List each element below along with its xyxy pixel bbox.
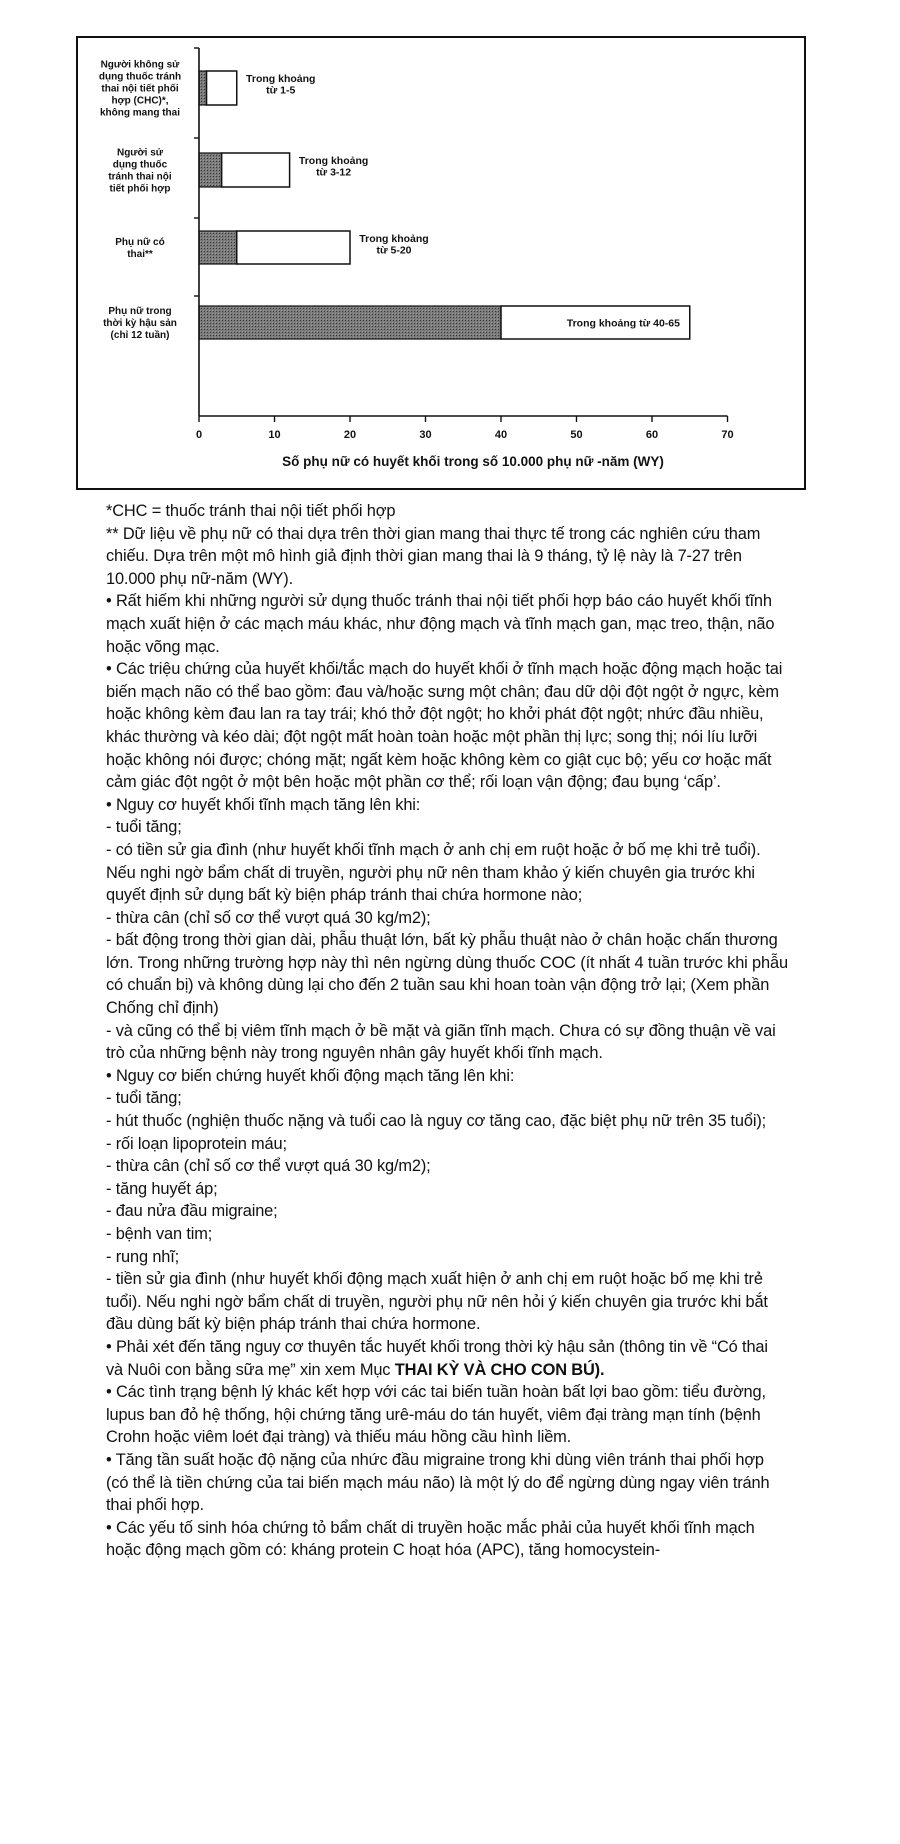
text-paragraph: • Nguy cơ biến chứng huyết khối động mạch tăng lên khi:	[106, 1066, 515, 1085]
section-reference: THAI KỲ VÀ CHO CON BÚ).	[394, 1360, 605, 1379]
bar-range-segment	[237, 231, 350, 264]
bar-value-label: Trong khoảng từ 5-20	[359, 233, 429, 257]
text-paragraph: • Các yếu tố sinh hóa chứng tỏ bẩm chất di truyền hoặc mắc phải của huyết khối tĩnh mạch hoặc động mạch gồm có: kháng protein C hoạt hóa (APC), tăng homocystein-	[106, 1518, 755, 1560]
x-tick-label: 20	[343, 429, 357, 441]
text-paragraph: - bệnh van tim;	[106, 1225, 213, 1243]
text-paragraph: - và cũng có thể bị viêm tĩnh mạch ở bề mặt và giãn tĩnh mạch. Chưa có sự đồng thuận về vai trò của những bệnh này trong nguyên nhân gây huyết khối tĩnh mạch.	[106, 1021, 776, 1063]
text-paragraph: - thừa cân (chỉ số cơ thể vượt quá 30 kg/m2);	[106, 908, 431, 927]
text-paragraph: - bất động trong thời gian dài, phẫu thuật lớn, bất kỳ phẫu thuật nào ở chân hoặc chấn thương lớn. Trong những trường hợp này thì nên ngừng dùng thuốc COC (ít nhất 4 tuần trước khi phẫu có chuẩn bị) và không dùng lại cho đến 2 tuần sau khi hoan toàn vận động trở lại; (Xem phần Chống chỉ định)	[106, 931, 788, 1018]
bar-low-segment	[199, 153, 222, 187]
text-paragraph: - thừa cân (chỉ số cơ thể vượt quá 30 kg/m2);	[106, 1157, 431, 1176]
category-label: Phụ nữ trong thời kỳ hậu sản (chỉ 12 tuần)	[103, 306, 177, 341]
text-paragraph: - rung nhĩ;	[106, 1247, 180, 1266]
text-paragraph: - rối loạn lipoprotein máu;	[106, 1134, 287, 1153]
text-paragraph	[106, 1336, 788, 1381]
bar-value-label: Trong khoảng từ 1-5	[246, 73, 316, 97]
x-tick-label: 70	[721, 429, 734, 441]
bar-low-segment	[199, 306, 501, 339]
text-paragraph: - có tiền sử gia đình (như huyết khối tĩnh mạch ở anh chị em ruột hoặc ở bố mẹ khi trẻ tuổi). Nếu nghi ngờ bẩm chất di truyền, người phụ nữ nên tham khảo ý kiến chuyên gia trước khi quyết định sử dụng bất kỳ biện pháp tránh thai chứa hormone nào;	[106, 840, 761, 905]
text-paragraph: - tăng huyết áp;	[106, 1179, 218, 1198]
chart-frame	[76, 36, 806, 490]
bar-value-label: Trong khoảng từ 40-65	[566, 317, 680, 330]
body-text	[106, 500, 788, 1562]
text-run: • Phải xét đến tăng nguy cơ thuyên tắc huyết khối trong thời kỳ hậu sản (thông tin về “Có thai và Nuôi con bằng sữa mẹ” xin xem Mục	[106, 1337, 768, 1379]
x-tick-label: 0	[195, 429, 203, 441]
bar-low-segment	[199, 71, 207, 105]
text-paragraph: ** Dữ liệu về phụ nữ có thai dựa trên thời gian mang thai thực tế trong các nghiên cứu tham chiếu. Dựa trên một mô hình giả định thời gian mang thai là 9 tháng, tỷ lệ này là 7-27 trên 10.000 phụ nữ-năm (WY).	[106, 524, 761, 588]
x-tick-label: 50	[570, 429, 583, 441]
x-tick-label: 30	[419, 429, 432, 441]
text-paragraph: • Tăng tần suất hoặc độ nặng của nhức đầu migraine trong khi dùng viên tránh thai phối hợp (có thể là tiền chứng của tai biến mạch máu não) là một lý do để ngừng dùng ngay viên tránh thai phối hợp.	[106, 1450, 770, 1515]
bar-range-segment	[222, 153, 290, 187]
text-paragraph: - tiền sử gia đình (như huyết khối động mạch xuất hiện ở anh chị em ruột hoặc bố mẹ khi trẻ tuổi). Nếu nghi ngờ bẩm chất di truyền, người phụ nữ nên hỏi ý kiến chuyên gia trước khi bắt đầu dùng bất kỳ biện pháp tránh thai chứa hormone.	[106, 1270, 768, 1334]
x-axis-title: Số phụ nữ có huyết khối trong số 10.000 phụ nữ -năm (WY)	[282, 454, 664, 469]
text-paragraph: • Rất hiếm khi những người sử dụng thuốc tránh thai nội tiết phối hợp báo cáo huyết khối tĩnh mạch xuất hiện ở các mạch máu khác, như động mạch và tĩnh mạch gan, mạc treo, thận, não hoặc võng mạc.	[106, 592, 775, 656]
text-paragraph: - tuổi tăng;	[106, 1089, 182, 1108]
text-paragraph: - đau nửa đầu migraine;	[106, 1202, 278, 1221]
text-paragraph: • Các triệu chứng của huyết khối/tắc mạch do huyết khối ở tĩnh mạch hoặc động mạch hoặc tai biến mạch não có thể bao gồm: đau và/hoặc sưng một chân; đau dữ dội đột ngột ở ngực, kèm hoặc không kèm đau lan ra tay trái; khó thở đột ngột; ho khởi phát đột ngột; nhức đầu nhiều, khác thường và kéo dài; đột ngột mất hoàn toàn hoặc một phần thị lực; song thị; nói líu lưỡi hoặc không nói được; chóng mặt; ngất kèm hoặc không kèm co giật cục bộ; yếu cơ hoặc mất cảm giác đột ngột ở một bên hoặc một phần cơ thể; rối loạn vận động; đau bụng ‘cấp’.	[106, 660, 783, 792]
text-paragraph: - tuổi tăng;	[106, 818, 182, 837]
category-label: Người sử dụng thuốc tránh thai nội tiết phối hợp	[108, 147, 172, 195]
text-paragraph: • Nguy cơ huyết khối tĩnh mạch tăng lên khi:	[106, 795, 421, 814]
bar-range-segment	[207, 71, 237, 105]
bar-value-label: Trong khoảng từ 3-12	[298, 155, 369, 179]
x-tick-label: 40	[494, 429, 508, 441]
bar-chart	[78, 38, 804, 488]
text-paragraph: *CHC = thuốc tránh thai nội tiết phối hợp	[106, 502, 396, 520]
category-label: Người không sử dụng thuốc tránh thai nội tiết phối hợp (CHC)*, không mang thai	[98, 59, 182, 119]
bar-low-segment	[199, 231, 237, 264]
text-paragraph: - hút thuốc (nghiện thuốc nặng và tuổi cao là nguy cơ tăng cao, đặc biệt phụ nữ trên 35 tuổi);	[106, 1112, 767, 1131]
text-paragraph: • Các tình trạng bệnh lý khác kết hợp với các tai biến tuần hoàn bất lợi bao gồm: tiểu đường, lupus ban đỏ hệ thống, hội chứng tăng urê-máu do tán huyết, viêm đại tràng mạn tính (bệnh Crohn hoặc viêm loét đại tràng) và thiếu máu hồng cầu hình liềm.	[106, 1383, 766, 1447]
x-tick-label: 60	[645, 429, 659, 441]
x-tick-label: 10	[268, 429, 281, 441]
category-label: Phụ nữ có thai**	[115, 237, 165, 260]
